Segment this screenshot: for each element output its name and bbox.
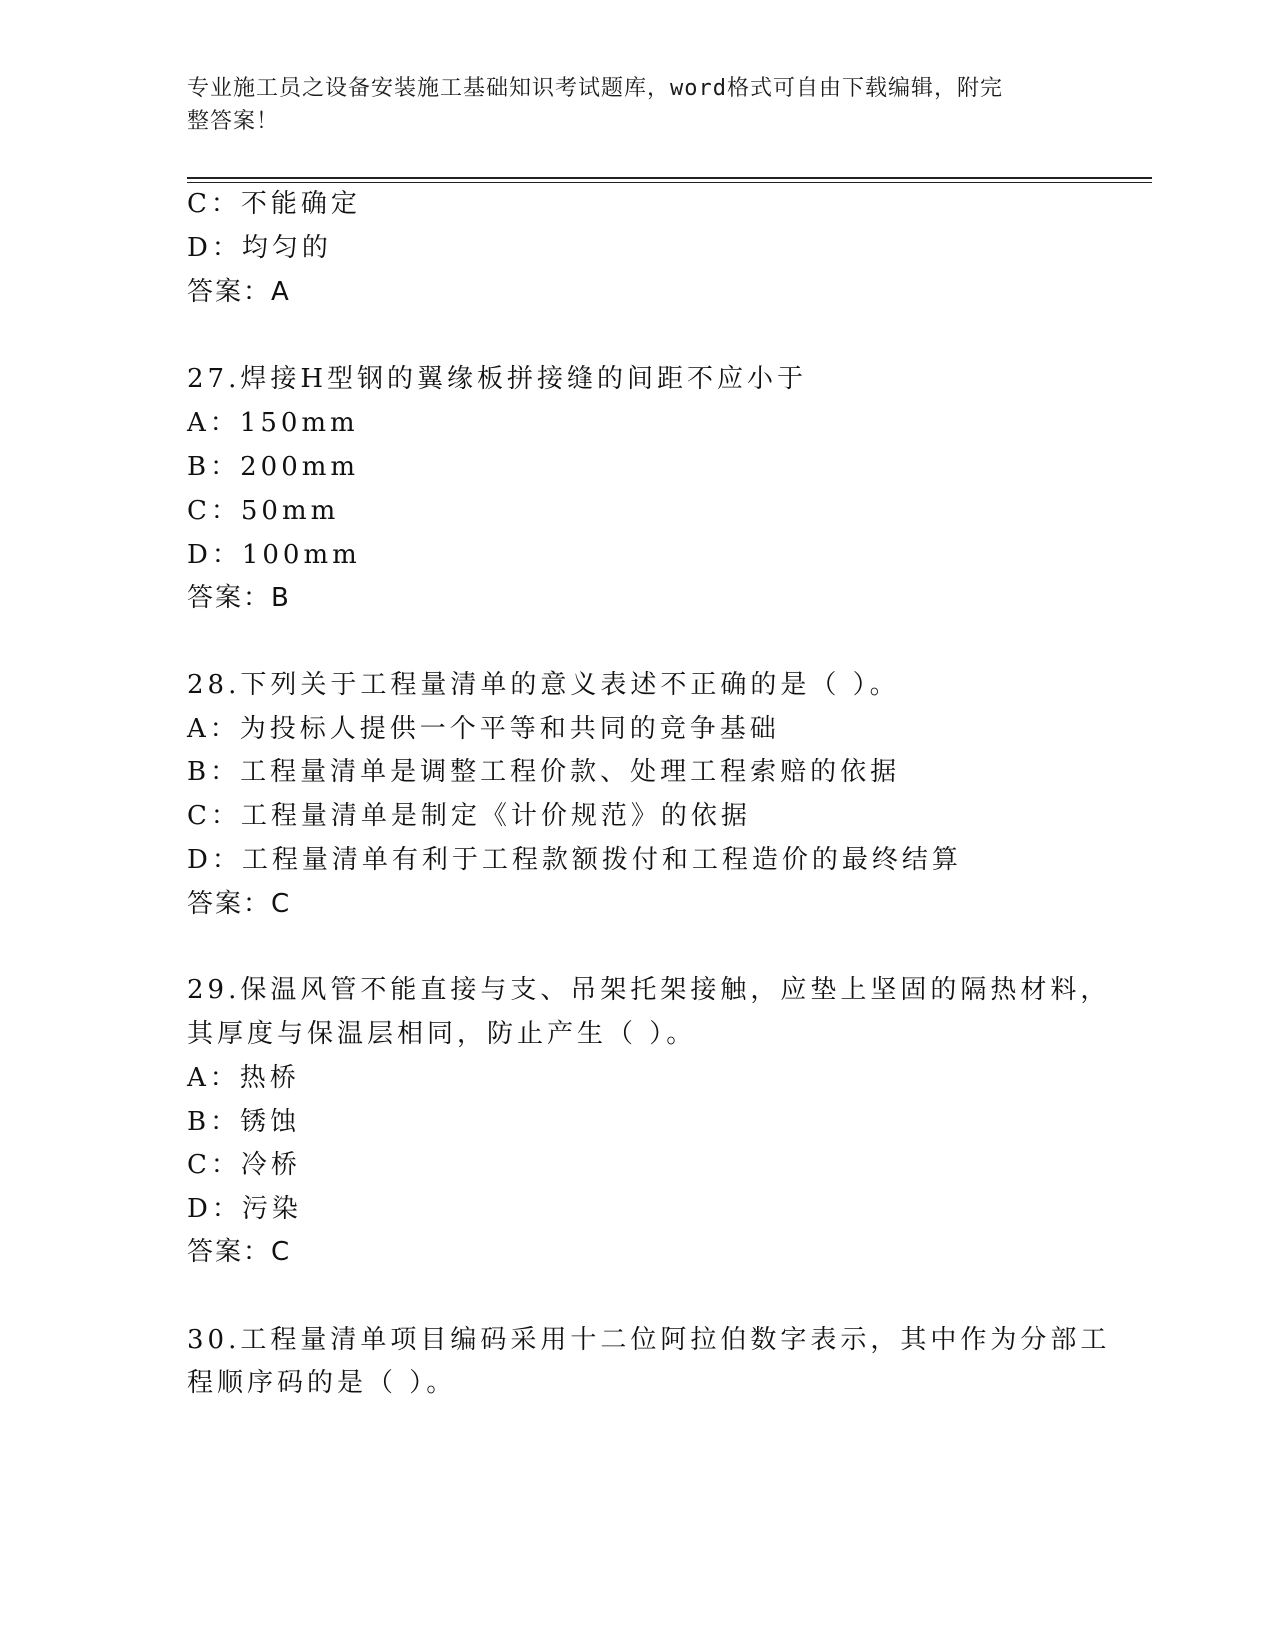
header-divider-thin	[187, 182, 1152, 183]
q29-answer: 答案：C	[187, 1237, 292, 1267]
header-divider-thick	[187, 177, 1152, 179]
q28-option-b: B：工程量清单是调整工程价款、处理工程索赔的依据	[187, 757, 901, 787]
q28-option-a: A：为投标人提供一个平等和共同的竞争基础	[187, 714, 780, 744]
q28-option-d: D：工程量清单有利于工程款额拨付和工程造价的最终结算	[187, 845, 962, 875]
q27-option-d: D：100mm	[187, 540, 361, 570]
q29-stem-line-1: 29.保温风管不能直接与支、吊架托架接触，应垫上坚固的隔热材料，	[187, 975, 1111, 1005]
q30-stem-line-2: 程顺序码的是（ ）。	[187, 1368, 457, 1398]
q28-stem: 28.下列关于工程量清单的意义表述不正确的是（ ）。	[187, 670, 900, 700]
header-title-line-2: 整答案！	[187, 109, 280, 134]
header-title-line-1: 专业施工员之设备安装施工基础知识考试题库，word格式可自由下载编辑，附完	[187, 76, 1003, 101]
q26-answer: 答案：A	[187, 277, 291, 307]
q29-stem-line-2: 其厚度与保温层相同，防止产生（ ）。	[187, 1019, 697, 1049]
q29-option-d: D：污染	[187, 1194, 302, 1224]
q27-option-c: C：50mm	[187, 496, 340, 526]
q26-option-c: C：不能确定	[187, 189, 361, 219]
q27-option-a: A：150mm	[187, 408, 359, 438]
q28-answer: 答案：C	[187, 889, 292, 919]
q30-stem-line-1: 30.工程量清单项目编码采用十二位阿拉伯数字表示，其中作为分部工	[187, 1325, 1111, 1355]
q26-option-d: D：均匀的	[187, 233, 332, 263]
q27-answer: 答案：B	[187, 583, 291, 613]
q29-option-b: B：锈蚀	[187, 1107, 301, 1137]
q28-option-c: C：工程量清单是制定《计价规范》的依据	[187, 801, 751, 831]
q29-option-c: C：冷桥	[187, 1150, 301, 1180]
q27-option-b: B：200mm	[187, 452, 360, 482]
q29-option-a: A：热桥	[187, 1063, 300, 1093]
q27-stem: 27.焊接H型钢的翼缘板拼接缝的间距不应小于	[187, 364, 808, 394]
document-header	[187, 72, 1067, 138]
